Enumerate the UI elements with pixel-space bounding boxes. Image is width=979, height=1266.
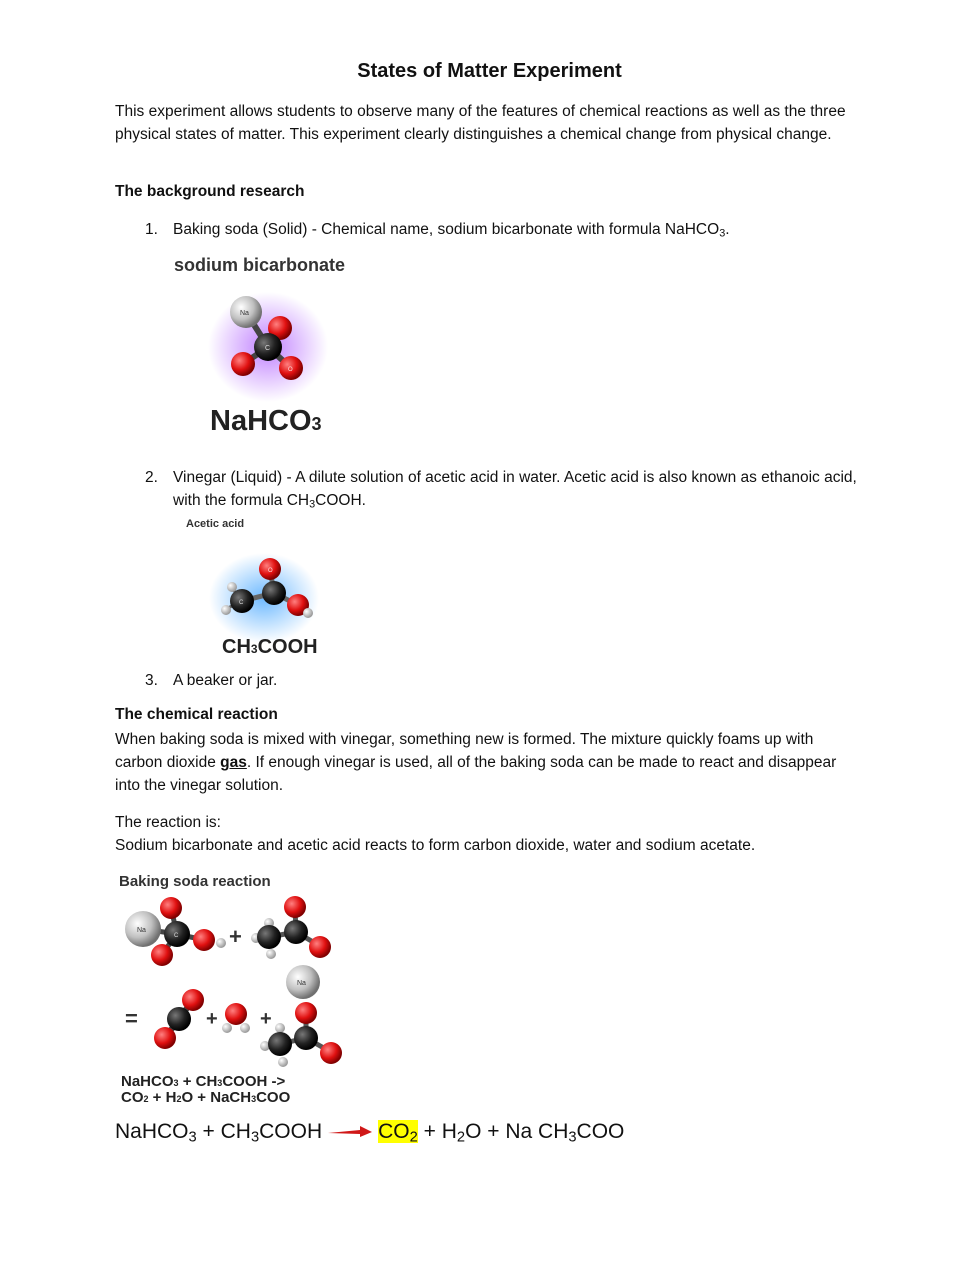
reaction-figure-line-1: NaHCO3 + CH3COOH ->	[121, 1073, 286, 1090]
acetic-acid-figure	[182, 513, 342, 663]
co2-highlight: $CO_2$	[378, 1120, 418, 1146]
sodium-bicarbonate-caption: sodium bicarbonate	[174, 255, 346, 275]
chemical-reaction-heading: The chemical reaction	[115, 706, 278, 723]
svg-text:Na: Na	[297, 980, 306, 987]
reaction-caption: Baking soda reaction	[119, 873, 271, 890]
reaction-is-label: The reaction is:	[115, 814, 221, 831]
background-heading: The background research	[115, 183, 305, 200]
list-text: A beaker or jar.	[173, 672, 278, 689]
reaction-equation: NaHCO$_3$ + $CH_3COOH$ $CO_2 + H_2O + Na$ $CH_3COO$	[115, 1120, 625, 1146]
equals-sign: =	[125, 1006, 138, 1031]
svg-text:C: C	[174, 933, 179, 939]
c-atom-label: C	[265, 345, 271, 352]
reaction-figure-line-2: CO2 + H2O + NaCH3COO	[121, 1089, 291, 1106]
plus-sign: +	[206, 1008, 218, 1030]
reaction-arrow-icon	[326, 1125, 374, 1139]
acetic-acid-caption: Acetic acid	[186, 518, 245, 530]
list-number: 3.	[145, 672, 158, 689]
gas-term: gas	[220, 754, 247, 771]
na-atom-label: Na	[240, 310, 249, 317]
plus-sign: +	[229, 924, 242, 949]
c-atom-label: C	[239, 600, 244, 606]
intro-paragraph: This experiment allows students to observe many of the features of chemical reactions as well as the three physical states of matter. This experiment clearly distinguishes a chemical change from physical change.	[115, 103, 846, 143]
list-number: 2.	[145, 469, 158, 486]
page-title: States of Matter Experiment	[357, 60, 622, 82]
plus-sign: +	[260, 1008, 272, 1030]
list-text: Baking soda (Solid) - Chemical name, sodium bicarbonate with formula NaHCO$_3$.	[173, 221, 730, 240]
svg-text:Na: Na	[137, 927, 146, 934]
o-atom-label: O	[268, 568, 273, 574]
o-atom-label: O	[288, 367, 293, 373]
sodium-bicarbonate-formula: NaHCO3	[210, 405, 322, 437]
sodium-bicarbonate-figure	[168, 250, 383, 445]
reaction-description: Sodium bicarbonate and acetic acid reacts to form carbon dioxide, water and sodium acetate.	[115, 837, 756, 854]
chemical-reaction-paragraph: When baking soda is mixed with vinegar, something new is formed. The mixture quickly foams up with carbon dioxide gas. If enough vinegar is used, all of the baking soda can be made to react and disappear into the vinegar solution.	[115, 731, 837, 794]
list-text: Vinegar (Liquid) - A dilute solution of acetic acid in water. Acetic acid is also known as ethanoic acid, with the formula $CH_3COOH$.	[173, 469, 857, 511]
baking-soda-reaction-figure	[115, 868, 350, 1108]
list-number: 1.	[145, 221, 158, 238]
acetic-acid-formula: CH3COOH	[222, 636, 318, 658]
